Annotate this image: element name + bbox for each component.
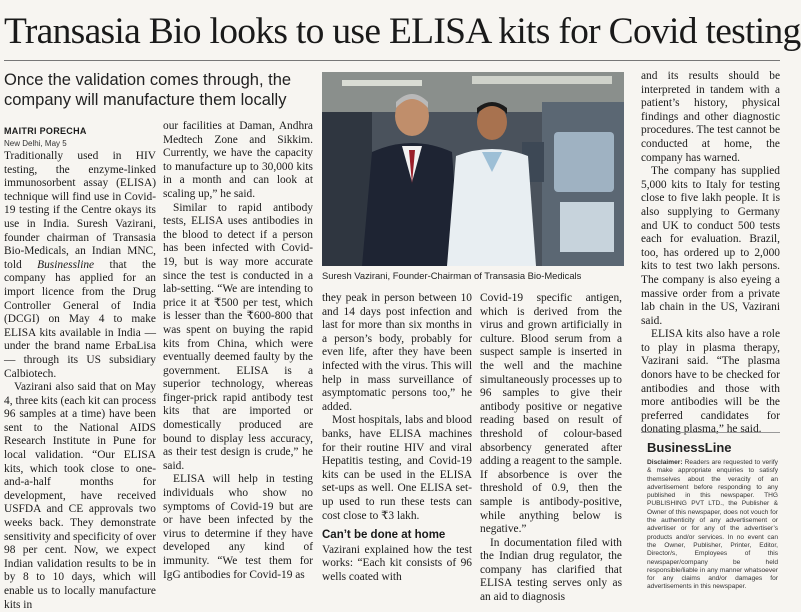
article-photo xyxy=(322,72,624,266)
disclaimer-body: Readers are requested to verify & make appropriate enquiries to satisfy themselves about the veracity of an advertisement before responding to any published in this newspaper. THG PUBLISHING PVT LTD., the Publisher & Owner of this newspaper, does not vouch for the authenticity of any advertisement or advertiser or for any of the advertiser’s products and/or services. In no event can the Owner, Publisher, Printer, Editor, Director/s, Employees of this newspaper/company be held responsible/liable in any manner whatsoever for any claims and/or damages for advertisements in this newspaper. xyxy=(647,459,778,591)
paragraph: our facilities at Daman, Andhra Medtech Zone and Sikkim. Currently, we have the capacity to manufacture up to 30,000 kits in a month and can look at scaling up,” he said. xyxy=(163,120,313,200)
headline: Transasia Bio looks to use ELISA kits for Covid testing xyxy=(4,11,801,52)
paragraph: In documentation filed with the Indian drug regulator, the company has clarified that ELISA testing serves only as an aid to diagnosis xyxy=(480,536,622,604)
dateline: New Delhi, May 5 xyxy=(4,139,67,148)
photo-caption: Suresh Vazirani, Founder-Chairman of Transasia Bio-Medicals xyxy=(322,270,582,281)
article-column-2 xyxy=(163,120,313,600)
article-column-4 xyxy=(480,292,622,604)
article-column-5 xyxy=(641,70,780,436)
text-run: Traditionally used in HIV testing, the enzyme-linked immunosorbent assay (ELISA) technique will find use in Covid-19 testing if the Centre okays its use in India. Suresh Vazirani, founder chairman of Transasia Bio-Medicals, an Indian MNC, told xyxy=(4,150,156,271)
paragraph: The company has supplied 5,000 kits to Italy for testing close to five lakh people. It is also supplying to Germany and UK to conduct 500 tests each for evaluation. Brazil, too, has ordered up to 2,000 kits to test two lakh persons. The company is also eyeing a massive order from a private lab chain in the US, Vazirani said. xyxy=(641,165,780,327)
paragraph: Most hospitals, labs and blood banks, have ELISA machines for their routine HIV and viral Hepatitis testing, and Covid-19 kits can be used in the ELISA set-ups as well. One ELISA set-up used to run these tests can cost close to ₹3 lakh. xyxy=(322,414,472,522)
paragraph: and its results should be interpreted in tandem with a patient’s history, physical findings and other diagnostic procedures. The test cannot be conducted at home, the company has warned. xyxy=(641,70,780,164)
disclaimer-label: Disclaimer: xyxy=(647,459,683,466)
disclaimer-box xyxy=(641,432,780,601)
text-run: that the company has applied for an import licence from the Drug Controller General of India (DCGI) on May 4 to make ELISA kits available in India — under the brand name ErbaLisa — through its US subsidiary Calbiotech. xyxy=(4,258,156,380)
subhead: Can’t be done at home xyxy=(322,529,446,542)
paragraph xyxy=(4,150,156,381)
paragraph: Vazirani explained how the test works: “Each kit consists of 96 wells coated with xyxy=(322,543,472,583)
headline-rule xyxy=(4,60,780,61)
paragraph: Vazirani also said that on May 4, three kits (each kit can process 96 samples at a time) have been sent to the National AIDS Research Institute in Pune for local validation. “Our ELISA kits, which took close to one-and-a-half months for development, have received USFDA and CE approvals two weeks back. They demonstrate sensitivity and specificity of over 98 per cent. Now, we expect Indian validation results to be in by 8 to 10 days, which will enable us to locally manufacture kits in xyxy=(4,381,156,611)
paragraph: Covid-19 specific antigen, which is derived from the virus and grown artificially in culture. Blood serum from a suspect sample is inserted in the well and the machine simultaneously processes up to 96 samples to give their antibody positive or negative reading based on result of threshold of colour-based absorbency generated after adding a reagent to the sample. If absorbence is over the threshold of 0.9, then the sample is antibody-positive, while anything below is negative.” xyxy=(480,292,622,536)
businessline-logo: BusinessLine xyxy=(647,440,732,455)
paragraph: they peak in person between 10 and 14 days post infection and last for more than six months in a person’s body, probably for even life, after they have been infected with the virus. This will help in mass surveillance of asymptomatic persons too,” he added. xyxy=(322,292,472,413)
paragraph: ELISA will help in testing individuals who show no symptoms of Covid-19 but are or have been infected by the virus to determine if they have developed any kind of immunity. “We test them for IgG antibodies for Covid-19 as xyxy=(163,473,313,581)
paragraph: ELISA kits also have a role to play in plasma therapy, Vazirani said. “The plasma donors have to be checked for antibodies and those with more antibodies will be the preferred candidates for donating plasma,” he said. xyxy=(641,328,780,436)
byline: MAITRI PORECHA xyxy=(4,126,87,136)
photo-illustration xyxy=(322,72,624,266)
paragraph: Similar to rapid antibody tests, ELISA uses antibodies in the blood to detect if a person has been infected with Covid-19, but is way more accurate since the test is conducted in a lab-setting. “We are intending to price it at ₹500 per test, which is lesser than the ₹600-800 that was spent on buying the rapid kits from China, which were eventually deemed faulty by the government. ELISA is a superior technology, whereas finger-prick rapid antibody test kits that are imported or domestically produced are bound to display less accuracy, as their test design is crude,” he said. xyxy=(163,201,313,472)
article-column-1 xyxy=(4,150,156,611)
source-name: Businessline xyxy=(37,258,95,271)
disclaimer-text xyxy=(647,459,778,592)
deck: Once the validation comes through, the company will manufacture them locally xyxy=(4,71,292,109)
article-column-3 xyxy=(322,292,472,600)
